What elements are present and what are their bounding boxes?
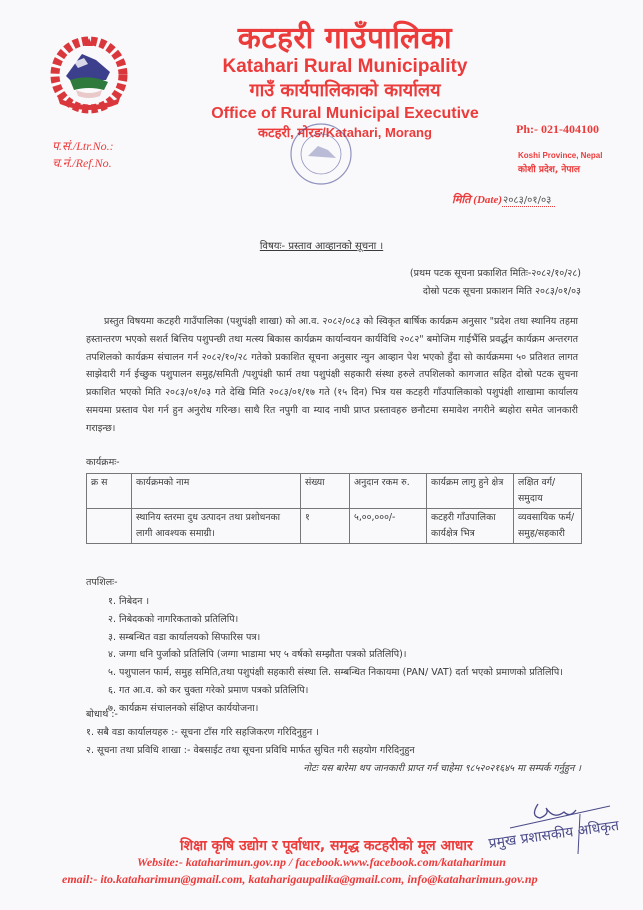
letter-number-label: प.सं./Ltr.No.:	[52, 139, 114, 153]
contact-note: नोटः यस बारेमा थप जानकारी प्राप्त गर्न चाहेमा ९८५२०२१६४५ मा सम्पर्क गर्नुहुन ।	[303, 763, 581, 774]
list-item: ७. कार्यक्रम संचालनको संक्षिप्त कार्ययोजना।	[108, 702, 259, 714]
office-stamp-icon	[286, 118, 356, 196]
list-item: १. सबै वडा कार्यालयहरु :- सूचना टाँस गरि सहजिकरण गरिदिनुहुन ।	[86, 727, 319, 738]
table-cell	[87, 509, 132, 544]
province-english: Koshi Province, Nepal	[518, 151, 603, 160]
footer-motto: शिक्षा कृषि उद्योग र पूर्वाधार, समृद्ध कटहरीको मूल आधार	[180, 838, 473, 854]
table-cell: १	[301, 509, 350, 544]
municipality-name-nepali: कटहरी गाउँपालिका	[237, 21, 453, 56]
first-publication-date: (प्रथम पटक सूचना प्रकाशित मितिः-२०८२/१०/२८)	[409, 268, 581, 279]
second-publication-date: दोस्रो पटक सूचना प्रकाशन मिति २०८३/०१/०३	[422, 286, 581, 297]
notice-body: प्रस्तुत विषयमा कटहरी गाउँपालिका (पशुपंक्षी शाखा) को आ.व. २०८२/०८३ को स्विकृत बार्षिक कार्यक्रम अनुसार "प्रदेश तथा स्थानिय तहमा हस्तान्तरण भएको सशर्त बित्तिय पशुपन्छी तथा मत्स्य बिकास कार्यक्रम कार्यान्वयन कार्यविधि २०८२" बमोजिम गाईभैंसि प्रवर्द्धन कार्यक्रम अन्तरगत तपशिलको कार्यक्रम संचालन गर्न २०८२/१०/२८ गतेको प्रकाशित सूचना अनुसार न्युन आव्हान पेश भएको हुँदा सो कार्यक्रममा ५० प्रतिशत लागत साझेदारी गर्न ईच्छुक पशुपालन समुह/समिती /पशुपंक्षी फार्म तथा पशुपंक्षी सहकारी संस्था हरुले तपशिलको कागजात सहित दोस्रो पटक सुचना प्रकाशित भएको मिति २०८३/०१/०३ गते देखि मिति २०८३/०१/१७ गते (१५ दिन) भित्र यस कटहरी गाँउपालिकाको पशुपंक्षी शाखामा कार्यालय समयमा प्रस्ताव पेश गर्न हुन अनुरोध गरिन्छ। साथै रित नपुगी वा म्याद नाघी प्राप्त प्रस्तावहरु छनौटमा समावेश नगरीने ब्यहोरा समेत जानकारी गराइन्छ।	[86, 316, 578, 434]
office-name-nepali: गाउँ कार्यपालिकाको कार्यालय	[249, 80, 441, 101]
program-table	[86, 473, 582, 544]
table-header-cell: अनुदान रकम रु.	[350, 474, 427, 509]
required-documents-list	[108, 593, 586, 718]
program-label: कार्यक्रमः-	[86, 457, 120, 468]
table-header-cell: संख्या	[301, 474, 350, 509]
date-field	[452, 192, 555, 207]
list-item: ५. पशुपालन फार्म, समुह समिति,तथा पशुपंक्षी सहकारी संस्था लि. सम्बन्धित निकायमा (PAN/ VAT) दर्ता भएको प्रमाणको प्रतिलिपि।	[108, 667, 563, 679]
details-label: तपशिलः-	[86, 577, 118, 588]
table-row	[87, 509, 582, 544]
date-value: २०८३/०१/०३	[502, 195, 555, 207]
office-name-english: Office of Rural Municipal Executive	[211, 105, 479, 122]
office-address: कटहरी, मोरङ/Katahari, Morang	[258, 125, 432, 140]
reference-labels	[52, 138, 114, 172]
list-item: २. निबेदकको नागरिकताको प्रतिलिपि।	[108, 613, 239, 625]
table-cell: कटहरी गाँउपालिका कार्यक्षेत्र भित्र	[427, 509, 514, 544]
table-header-cell: क्र स	[87, 474, 132, 509]
table-header-cell: लक्षित वर्ग/समुदाय	[514, 474, 582, 509]
reference-number-label: च.नं./Ref.No.	[52, 156, 112, 170]
signatory-designation: प्रमुख प्रशासकीय अधिकृत	[487, 817, 621, 853]
date-label: मिति (Date)	[452, 194, 503, 206]
list-item: ४. जग्गा धनि पुर्जाको प्रतिलिपि (जग्गा भाडामा भए ५ वर्षको सम्झौता पत्रको प्रतिलिपि)।	[108, 649, 407, 661]
list-item: १. निबेदन ।	[108, 596, 150, 607]
table-header-row	[87, 474, 582, 509]
list-item: ६. गत आ.व. को कर चुक्ता गरेको प्रमाण पत्रको प्रतिलिपि।	[108, 684, 309, 696]
list-item: २. सूचना तथा प्रविधि शाखा :- वेबसाईट तथा सूचना प्रविधि मार्फत सुचित गरी सहयोग गरिदिनुहुन	[86, 745, 415, 756]
phone-number: Ph:- 021-404100	[516, 122, 599, 136]
province-nepali: कोशी प्रदेश, नेपाल	[518, 165, 580, 175]
subject-line	[0, 238, 643, 252]
municipality-name-english: Katahari Rural Municipality	[222, 56, 468, 77]
table-cell: व्यवसायिक फर्म/समुह/सहकारी	[514, 509, 582, 544]
footer-email: email:- ito.kataharimun@gmail.com, kataharigaupalika@gmail.com, info@kataharimun.gov.np	[62, 872, 538, 886]
cc-label: बोधार्थ :-	[86, 709, 118, 720]
table-header-cell: कार्यक्रम लागु हुने क्षेत्र	[427, 474, 514, 509]
subject-text: विषयः- प्रस्ताव आव्हानको सूचना ।	[259, 241, 384, 252]
nepal-emblem-icon	[48, 34, 130, 116]
table-cell: ५,००,०००/-	[350, 509, 427, 544]
footer-website: Website:- kataharimun.gov.np / facebook.www.facebook.com/kataharimun	[137, 855, 506, 869]
cc-list	[86, 724, 415, 760]
list-item: ३. सम्बन्धित वडा कार्यालयको सिफारिस पत्र।	[108, 631, 261, 643]
table-header-cell: कार्यक्रमको नाम	[132, 474, 301, 509]
table-cell: स्थानिय स्तरमा दुध उत्पादन तथा प्रशोधनका लागी आवश्यक समाग्री।	[132, 509, 301, 544]
